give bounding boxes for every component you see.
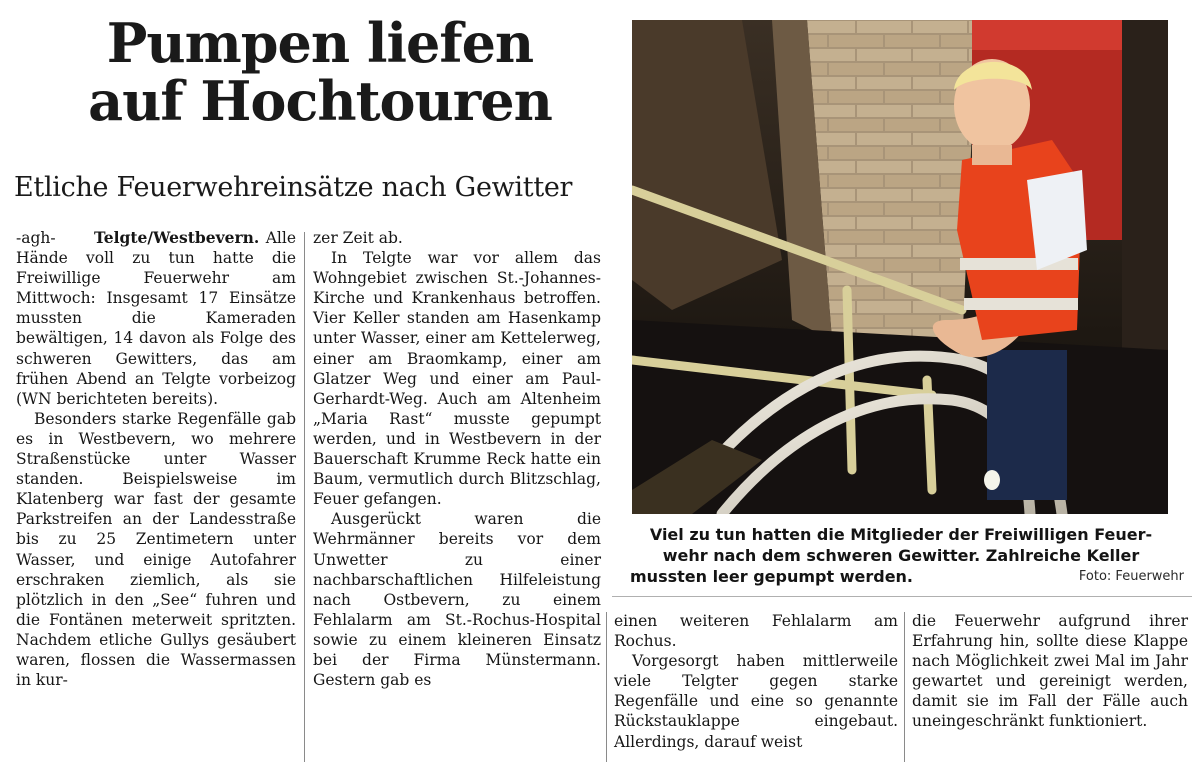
article-column-2 bbox=[313, 228, 601, 690]
paragraph-2: Besonders starke Regenfälle gab es in Westbevern, wo mehrere Straßenstücke unter Wasser standen. Beispielsweise im Klatenberg war fast der gesamte Parkstreifen an der Landesstraße bis zu 25 Zentimetern unter Wasser, und einige Autofahrer erschraken ziemlich, als sie plötzlich in den „See“ fuhren und die Fontänen meterweit spritzten. Nachdem etliche Gullys gesäubert waren, flossen die Wassermassen in kur- bbox=[16, 409, 296, 690]
photo-credit: Foto: Feuerwehr bbox=[1078, 569, 1184, 584]
subheadline: Etliche Feuerwehreinsätze nach Gewitter bbox=[14, 172, 573, 203]
column-divider bbox=[606, 612, 607, 762]
paragraph-5: Vorgesorgt haben mittlerweile viele Telgter gegen starke Regenfälle und eine so genannte Rückstauklappe eingebaut. Allerdings, darauf weist bbox=[614, 652, 898, 751]
article-column-3 bbox=[614, 611, 898, 752]
headline-line-1: Pumpen liefen bbox=[106, 11, 534, 75]
caption-divider bbox=[612, 596, 1192, 597]
paragraph-1: Alle Hände voll zu tun hatte die Freiwillige Feuerwehr am Mittwoch: Insgesamt 17 Einsätze mussten die Kameraden bewältigen, 14 davon als Folge des schweren Gewitters, das am frühen Abend an Telgte vorbeizog (WN berichteten bereits). bbox=[16, 229, 297, 408]
headline-line-2: auf Hochtouren bbox=[88, 69, 552, 133]
caption-line-1: Viel zu tun hatten die Mitglieder der Freiwilligen Feuer- bbox=[649, 525, 1153, 544]
byline: -agh- bbox=[16, 229, 56, 247]
caption-line-3: mussten leer gepumpt werden. bbox=[630, 567, 914, 586]
article-column-1 bbox=[16, 228, 296, 690]
paragraph-continuation: einen weiteren Fehlalarm am Rochus. bbox=[614, 612, 898, 651]
paragraph-continuation: die Feuerwehr aufgrund ihrer Erfahrung hin, sollte diese Klappe nach Möglichkeit zwei Mal im Jahr gewartet und gereinigt werden, damit sie im Fall der Fälle auch uneingeschränkt funktioniert. bbox=[912, 612, 1188, 731]
paragraph-4: Ausgerückt waren die Wehrmänner bereits vor dem Unwetter zu einer nachbarschaftlichen Hilfeleistung nach Ostbevern, zu einem Fehlalarm am St.-Rochus-Hospital sowie zu einem kleineren Einsatz bei der Firma Münstermann. Gestern gab es bbox=[313, 510, 601, 690]
article-column-4 bbox=[912, 611, 1188, 732]
column-divider bbox=[304, 232, 305, 762]
caption-line-2: wehr nach dem schweren Gewitter. Zahlreiche Keller bbox=[662, 546, 1140, 565]
firefighter-photo bbox=[632, 20, 1168, 514]
paragraph-continuation: zer Zeit ab. bbox=[313, 229, 403, 247]
dateline: Telgte/Westbevern. bbox=[94, 228, 260, 247]
headline bbox=[40, 11, 600, 133]
paragraph-3: In Telgte war vor allem das Wohngebiet zwischen St.-Johannes-Kirche und Krankenhaus betroffen. Vier Keller standen am Hasenkamp unter Wasser, einer am Kettelerweg, einer am Braomkamp, einer am Glatzer Weg und einer am Paul-Gerhardt-Weg. Auch am Altenheim „Maria Rast“ musste gepumpt werden, und in Westbevern in der Bauerschaft Krumme Reck hatte ein Baum, vermutlich durch Blitzschlag, Feuer gefangen. bbox=[313, 249, 601, 509]
column-divider bbox=[904, 612, 905, 762]
